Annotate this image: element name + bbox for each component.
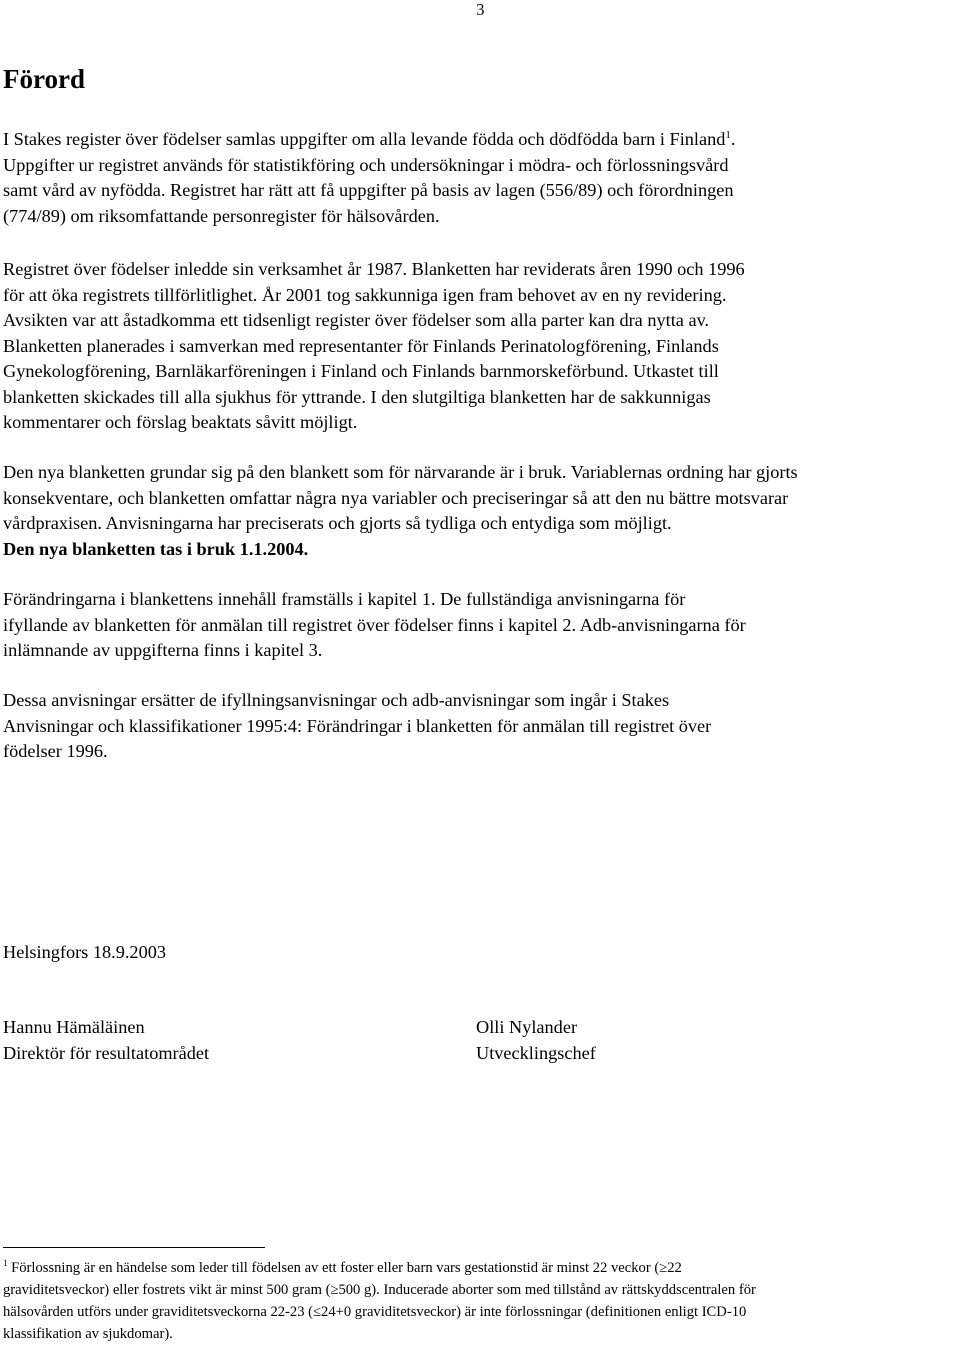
- signatory-left: [3, 1015, 209, 1066]
- paragraph-line-text: I Stakes register över födelser samlas uppgifter om alla levande födda och dödfödda barn i Finland: [3, 129, 726, 149]
- signatory-right: [476, 1015, 596, 1066]
- paragraph-line: Avsikten var att åstadkomma ett tidsenligt register över födelser som alla parter kan dra nytta av.: [3, 310, 710, 330]
- paragraph-line: [3, 127, 958, 153]
- paragraph-line: för att öka registrets tillförlitlighet. År 2001 tog sakkunniga igen fram behovet av en ny revidering.: [3, 284, 727, 305]
- signatory-name: Hannu Hämäläinen: [3, 1017, 145, 1037]
- paragraph-new-form: [3, 460, 958, 562]
- footnote: [3, 1257, 958, 1345]
- paragraph-line: Anvisningar och klassifikationer 1995:4: Förändringar i blanketten för anmälan till registret över: [3, 715, 712, 736]
- paragraph-line: blanketten skickades till alla sjukhus för yttrande. I den slutgiltiga blanketten har de sakkunnigas: [3, 386, 711, 407]
- signatory-name: Olli Nylander: [476, 1017, 578, 1037]
- footnote-line: hälsovården utförs under graviditetsveckorna 22-23 (≤24+0 graviditetsveckor) är inte förlossningar (definitionen enligt ICD-10: [3, 1304, 747, 1320]
- paragraph-line: Dessa anvisningar ersätter de ifyllningsanvisningar och adb-anvisningar som ingår i Stakes: [3, 690, 670, 710]
- place-date: Helsingfors 18.9.2003: [3, 942, 166, 962]
- effective-date-statement: Den nya blanketten tas i bruk 1.1.2004.: [3, 538, 309, 559]
- footnote-line: [3, 1257, 958, 1279]
- footnote-line: klassifikation av sjukdomar).: [3, 1326, 173, 1342]
- paragraph-line-punctuation: .: [730, 129, 736, 149]
- signatory-title: Utvecklingschef: [476, 1042, 596, 1063]
- page-title: Förord: [3, 64, 85, 94]
- paragraph-line: inlämnande av uppgifterna finns i kapitel 3.: [3, 640, 323, 660]
- page-number: 3: [476, 0, 485, 19]
- paragraph-history: [3, 257, 958, 436]
- footnote-marker: 1: [3, 1258, 8, 1269]
- paragraph-line: Gynekologförening, Barnläkarföreningen i Finland och Finlands barnmorskeförbund. Utkastet till: [3, 361, 719, 381]
- paragraph-line: Blanketten planerades i samverkan med representanter för Finlands Perinatologförening, Finlands: [3, 335, 719, 356]
- paragraph-line: kommentarer och förslag beaktats såvitt möjligt.: [3, 412, 358, 432]
- paragraph-replaces: [3, 688, 958, 765]
- paragraph-line: konsekventare, och blanketten omfattar några nya variabler och preciseringar så att den nu bättre motsvarar: [3, 487, 789, 508]
- footnote-reference: 1: [725, 128, 731, 141]
- footnote-separator: [3, 1247, 265, 1248]
- paragraph-line: Den nya blanketten grundar sig på den blankett som för närvarande är i bruk. Variablernas ordning har gjorts: [3, 462, 798, 482]
- paragraph-chapters: [3, 587, 958, 664]
- paragraph-line: samt vård av nyfödda. Registret har rätt att få uppgifter på basis av lagen (556/89) och förordningen: [3, 180, 734, 200]
- signatory-title: Direktör för resultatområdet: [3, 1042, 210, 1063]
- paragraph-line: vårdpraxisen. Anvisningarna har preciserats och gjorts så tydliga och entydiga som möjligt.: [3, 513, 672, 533]
- paragraph-line: (774/89) om riksomfattande personregister för hälsovården.: [3, 205, 440, 226]
- paragraph-intro: [3, 127, 958, 229]
- paragraph-line: Registret över födelser inledde sin verksamhet år 1987. Blanketten har reviderats åren 1990 och 1996: [3, 259, 745, 279]
- footnote-line-text: Förlossning är en händelse som leder till födelsen av ett foster eller barn vars gestationstid är minst 22 veckor (≥22: [7, 1260, 682, 1276]
- paragraph-line: ifyllande av blanketten för anmälan till registret över födelser finns i kapitel 2. Adb-anvisningarna för: [3, 614, 746, 635]
- paragraph-line: födelser 1996.: [3, 741, 108, 761]
- paragraph-line: Uppgifter ur registret används för statistikföring och undersökningar i mödra- och förlossningsvård: [3, 154, 729, 175]
- paragraph-line: Förändringarna i blankettens innehåll framställs i kapitel 1. De fullständiga anvisningarna för: [3, 589, 686, 609]
- footnote-line: graviditetsveckor) eller fostrets vikt är minst 500 gram (≥500 g). Inducerade aborter som med tillstånd av rättskyddscentralen för: [3, 1282, 756, 1298]
